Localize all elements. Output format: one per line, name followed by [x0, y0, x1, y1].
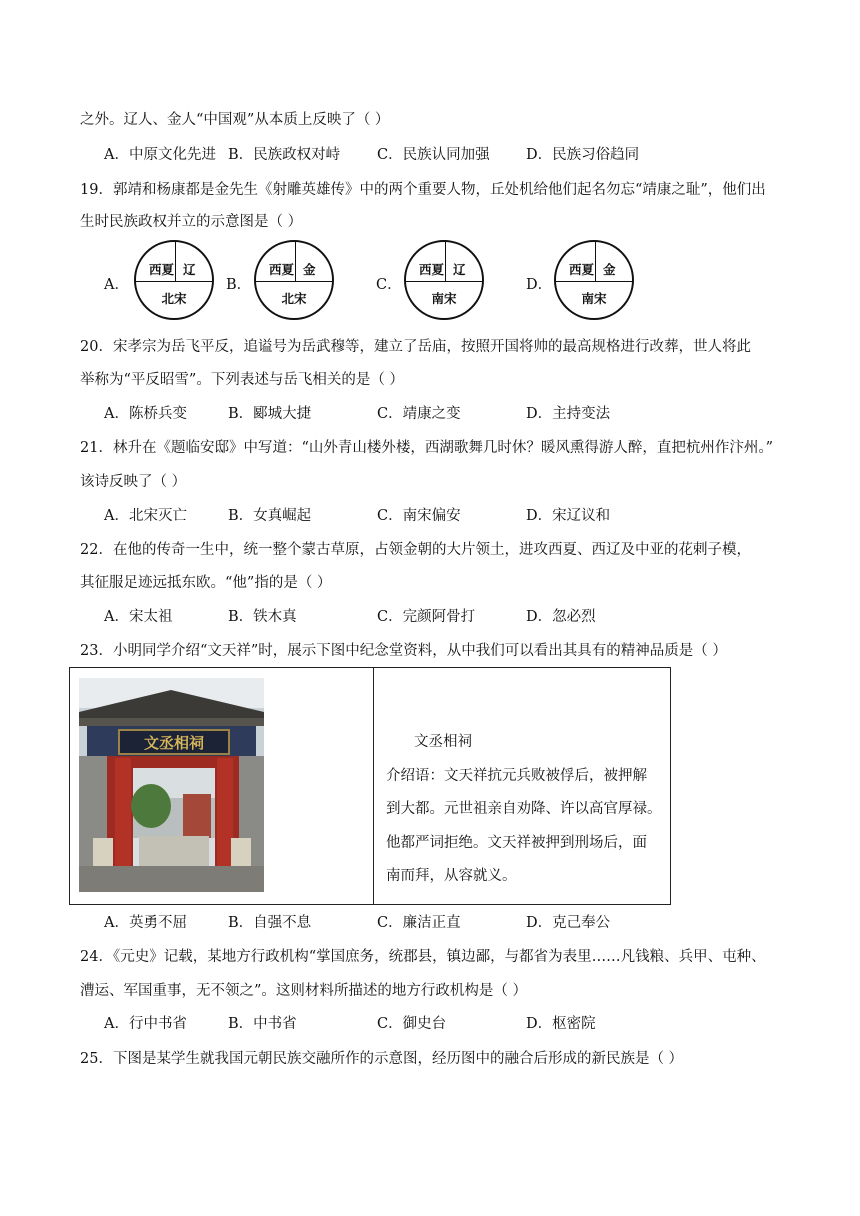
question-19-stem-cont: 生时民族政权并立的示意图是（ ） — [80, 214, 303, 230]
regime-diagram — [254, 240, 334, 320]
option-d[interactable]: D．民族习俗趋同 — [526, 147, 640, 163]
option-a[interactable]: A．行中书省 — [104, 1016, 187, 1032]
caption-line: 他都严词拒绝。文天祥被押到刑场后，面 — [386, 834, 647, 851]
regime-label: 南宋 — [581, 291, 607, 306]
caption-title: 文丞相祠 — [414, 734, 472, 750]
question-19-stem: 19．郭靖和杨康都是金先生《射雕英雄传》中的两个重要人物，丘处机给他们起名勿忘“靖康之耻”，他们出 — [80, 182, 766, 198]
regime-label: 西夏 — [569, 262, 595, 277]
question-20-stem-cont: 举称为“平反昭雪”。下列表述与岳飞相关的是（ ） — [80, 372, 404, 388]
caption-line: 到大都。元世祖亲自劝降、许以高官厚禄。 — [386, 801, 662, 817]
regime-label: 北宋 — [281, 291, 307, 306]
option-d[interactable]: D．枢密院 — [526, 1016, 596, 1032]
regime-label: 西夏 — [269, 262, 295, 277]
regime-diagram — [134, 240, 214, 320]
regime-diagram — [404, 240, 484, 320]
option-b[interactable]: B．铁木真 — [228, 609, 297, 625]
option-a[interactable]: A．北宋灭亡 — [104, 508, 187, 524]
option-b[interactable]: B．民族政权对峙 — [228, 147, 341, 163]
option-c[interactable]: C．廉洁正直 — [377, 915, 461, 931]
question-20-stem: 20．宋孝宗为岳飞平反，追谥号为岳武穆等，建立了岳庙，按照开国将帅的最高规格进行改葬，世人将此 — [80, 339, 751, 355]
question-21-stem: 21．林升在《题临安邸》中写道：“山外青山楼外楼，西湖歌舞几时休？暖风熏得游人醉，直把杭州作汴州。” — [80, 440, 774, 456]
option-b[interactable]: B．中书省 — [228, 1016, 297, 1032]
regime-label: 南宋 — [431, 291, 457, 306]
regime-diagram — [554, 240, 634, 320]
question-21-stem-cont: 该诗反映了（ ） — [80, 474, 187, 490]
plaque-text: 文丞相祠 — [143, 734, 205, 752]
question-18-stem-tail: 之外。辽人、金人“中国观”从本质上反映了（ ） — [80, 112, 390, 128]
memorial-hall-photo — [79, 678, 264, 892]
option-c[interactable]: C．完颜阿骨打 — [377, 609, 476, 625]
option-d[interactable]: D．宋辽议和 — [526, 508, 611, 524]
caption-line: 南而拜，从容就义。 — [386, 868, 517, 884]
material-table — [69, 667, 671, 905]
regime-label: 北宋 — [161, 291, 187, 306]
option-a[interactable]: A．陈桥兵变 — [104, 406, 187, 422]
option-a[interactable]: A．英勇不屈 — [104, 915, 187, 931]
option-c[interactable]: C．民族认同加强 — [377, 147, 490, 163]
option-a[interactable]: A．中原文化先进 — [104, 147, 216, 163]
question-22-stem-cont: 其征服足迹远抵东欧。“他”指的是（ ） — [80, 575, 332, 591]
regime-label: 西夏 — [419, 262, 445, 277]
option-d[interactable]: D．克己奉公 — [526, 915, 611, 931]
option-c[interactable]: C．御史台 — [377, 1016, 447, 1032]
regime-label: 金 — [303, 262, 316, 277]
question-24-stem-cont: 漕运、军国重事，无不领之”。这则材料所描述的地方行政机构是（ ） — [80, 983, 528, 999]
regime-label: 西夏 — [149, 262, 175, 277]
regime-label: 辽 — [183, 262, 196, 277]
option-b[interactable]: B．郾城大捷 — [228, 406, 312, 422]
option-b[interactable]: B．女真崛起 — [228, 508, 312, 524]
option-b[interactable]: B．自强不息 — [228, 915, 312, 931]
option-d[interactable]: D．忽必烈 — [526, 609, 596, 625]
question-23-stem: 23．小明同学介绍“文天祥”时，展示下图中纪念堂资料，从中我们可以看出其具有的精神品质是（ ） — [80, 643, 727, 659]
material-caption — [386, 726, 662, 894]
question-22-stem: 22．在他的传奇一生中，统一整个蒙古草原，占领金朝的大片领土，进攻西夏、西辽及中亚的花剌子模， — [80, 542, 751, 558]
regime-label: 金 — [603, 262, 616, 277]
option-a[interactable]: A．宋太祖 — [104, 609, 173, 625]
option-d[interactable]: D．主持变法 — [526, 406, 611, 422]
table-divider — [373, 668, 374, 904]
option-c[interactable]: C．南宋偏安 — [377, 508, 461, 524]
option-c[interactable]: C．靖康之变 — [377, 406, 461, 422]
question-24-stem: 24．《元史》记载，某地方行政机构“掌国庶务，统郡县，镇边鄙，与都省为表里……凡钱粮、兵甲、屯种、 — [80, 949, 766, 965]
question-25-stem: 25．下图是某学生就我国元朝民族交融所作的示意图，经历图中的融合后形成的新民族是（ ） — [80, 1051, 684, 1067]
caption-line: 介绍语：文天祥抗元兵败被俘后，被押解 — [386, 767, 647, 784]
regime-label: 辽 — [453, 262, 466, 277]
